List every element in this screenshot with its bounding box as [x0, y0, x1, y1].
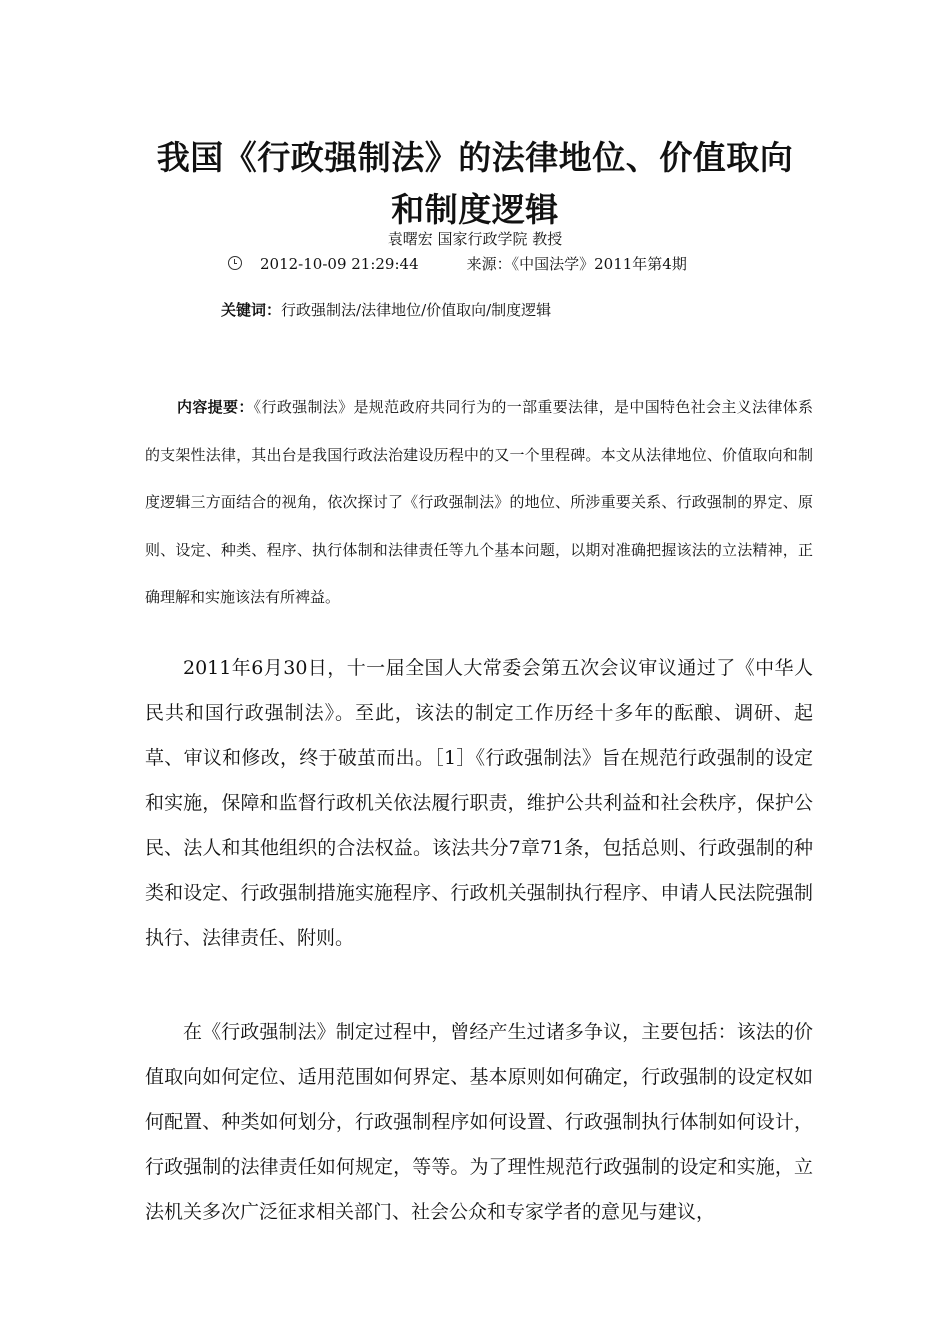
body-paragraph-1: 2011年6月30日，十一届全国人大常委会第五次会议审议通过了《中华人民共和国行政强制法》。至此，该法的制定工作历经十多年的酝酿、调研、起草、审议和修改，终于破茧而出。［1］《行政强制法》旨在规范行政强制的设定和实施，保障和监督行政机关依法履行职责，维护公共利益和社会秩序，保护公民、法人和其他组织的合法权益。该法共分7章71条，包括总则、行政强制的种类和设定、行政强制措施实施程序、行政机关强制执行程序、申请人民法院强制执行、法律责任、附则。	[145, 657, 813, 949]
clock-icon	[228, 256, 242, 270]
article-meta	[228, 253, 687, 274]
article-source: 来源：《中国法学》2011年第4期	[466, 255, 687, 273]
abstract-text: 《行政强制法》是规范政府共同行为的一部重要法律，是中国特色社会主义法律体系的支架性法律，其出台是我国行政法治建设历程中的又一个里程碑。本文从法律地位、价值取向和制度逻辑三方面结合的视角，依次探讨了《行政强制法》的地位、所涉重要关系、行政强制的界定、原则、设定、种类、程序、执行体制和法律责任等九个基本问题，以期对准确把握该法的立法精神，正确理解和实施该法有所裨益。	[145, 398, 813, 606]
article-author: 袁曙宏 国家行政学院 教授	[387, 230, 563, 248]
article-abstract	[145, 384, 813, 622]
article-title-line-1: 我国《行政强制法》的法律地位、价值取向	[156, 138, 794, 177]
keywords-label: 关键词：	[221, 301, 282, 319]
article-title-line-2: 和制度逻辑	[391, 190, 559, 229]
article-datetime: 2012-10-09 21:29:44	[260, 255, 419, 273]
abstract-label: 内容提要：	[177, 398, 254, 416]
body-paragraph-2: 在《行政强制法》制定过程中，曾经产生过诸多争议，主要包括：该法的价值取向如何定位、适用范围如何界定、基本原则如何确定，行政强制的设定权如何配置、种类如何划分，行政强制程序如何设置、行政强制执行体制如何设计，行政强制的法律责任如何规定，等等。为了理性规范行政强制的设定和实施，立法机关多次广泛征求相关部门、社会公众和专家学者的意见与建议，	[145, 1021, 813, 1223]
keywords-text: 行政强制法/法律地位/价值取向/制度逻辑	[281, 301, 552, 319]
article-keywords	[221, 299, 551, 320]
